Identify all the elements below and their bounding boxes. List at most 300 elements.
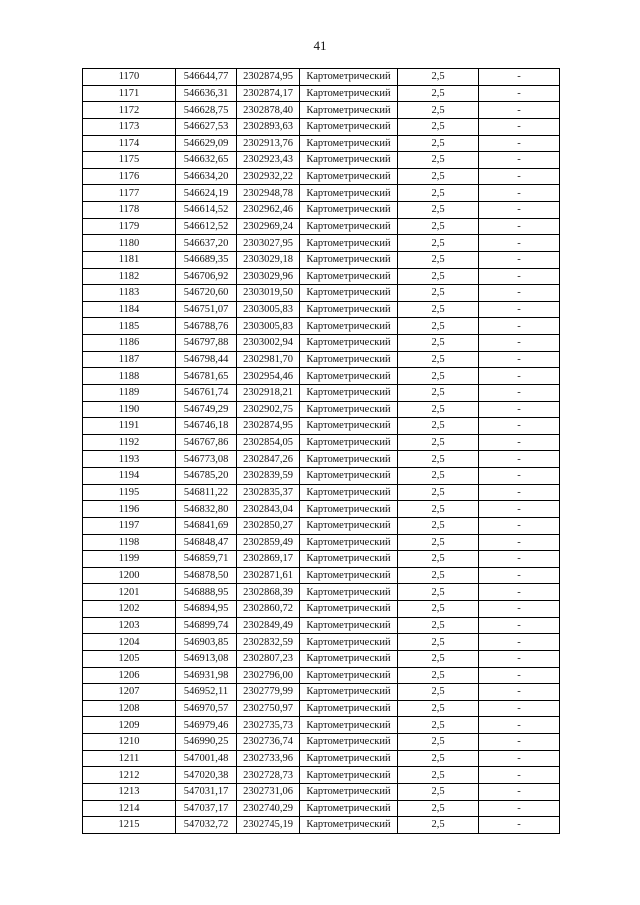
y-coordinate-cell: 2302860,72 [237, 601, 300, 618]
x-coordinate-cell: 546903,85 [176, 634, 237, 651]
note-cell: - [479, 268, 560, 285]
table-row [83, 118, 560, 135]
note-cell: - [479, 251, 560, 268]
note-cell: - [479, 684, 560, 701]
x-coordinate-cell: 547031,17 [176, 783, 237, 800]
note-cell: - [479, 335, 560, 352]
accuracy-cell: 2,5 [398, 667, 479, 684]
point-number-cell: 1170 [83, 69, 176, 86]
table-row [83, 351, 560, 368]
point-number-cell: 1194 [83, 468, 176, 485]
x-coordinate-cell: 546720,60 [176, 285, 237, 302]
y-coordinate-cell: 2302740,29 [237, 800, 300, 817]
method-cell: Картометрический [300, 301, 398, 318]
accuracy-cell: 2,5 [398, 235, 479, 252]
table-row [83, 667, 560, 684]
y-coordinate-cell: 2302849,49 [237, 617, 300, 634]
x-coordinate-cell: 547001,48 [176, 750, 237, 767]
method-cell: Картометрический [300, 85, 398, 102]
x-coordinate-cell: 546749,29 [176, 401, 237, 418]
note-cell: - [479, 235, 560, 252]
point-number-cell: 1179 [83, 218, 176, 235]
y-coordinate-cell: 2302869,17 [237, 551, 300, 568]
note-cell: - [479, 484, 560, 501]
x-coordinate-cell: 546811,22 [176, 484, 237, 501]
point-number-cell: 1176 [83, 168, 176, 185]
note-cell: - [479, 601, 560, 618]
table-row [83, 567, 560, 584]
note-cell: - [479, 517, 560, 534]
method-cell: Картометрический [300, 551, 398, 568]
table-row [83, 684, 560, 701]
note-cell: - [479, 384, 560, 401]
y-coordinate-cell: 2302843,04 [237, 501, 300, 518]
y-coordinate-cell: 2302874,17 [237, 85, 300, 102]
table-row [83, 717, 560, 734]
y-coordinate-cell: 2302878,40 [237, 102, 300, 119]
method-cell: Картометрический [300, 700, 398, 717]
method-cell: Картометрический [300, 800, 398, 817]
table-row [83, 783, 560, 800]
method-cell: Картометрический [300, 783, 398, 800]
note-cell: - [479, 734, 560, 751]
method-cell: Картометрический [300, 667, 398, 684]
y-coordinate-cell: 2303029,18 [237, 251, 300, 268]
method-cell: Картометрический [300, 418, 398, 435]
x-coordinate-cell: 546632,65 [176, 152, 237, 169]
method-cell: Картометрический [300, 750, 398, 767]
accuracy-cell: 2,5 [398, 584, 479, 601]
note-cell: - [479, 318, 560, 335]
method-cell: Картометрический [300, 118, 398, 135]
note-cell: - [479, 750, 560, 767]
y-coordinate-cell: 2302981,70 [237, 351, 300, 368]
x-coordinate-cell: 546798,44 [176, 351, 237, 368]
method-cell: Картометрический [300, 368, 398, 385]
note-cell: - [479, 800, 560, 817]
method-cell: Картометрический [300, 434, 398, 451]
note-cell: - [479, 534, 560, 551]
method-cell: Картометрический [300, 451, 398, 468]
note-cell: - [479, 700, 560, 717]
method-cell: Картометрический [300, 501, 398, 518]
accuracy-cell: 2,5 [398, 534, 479, 551]
x-coordinate-cell: 546899,74 [176, 617, 237, 634]
x-coordinate-cell: 546788,76 [176, 318, 237, 335]
note-cell: - [479, 285, 560, 302]
point-number-cell: 1205 [83, 650, 176, 667]
table-row [83, 418, 560, 435]
x-coordinate-cell: 546797,88 [176, 335, 237, 352]
x-coordinate-cell: 546637,20 [176, 235, 237, 252]
table-row [83, 301, 560, 318]
table-row [83, 152, 560, 169]
note-cell: - [479, 202, 560, 219]
x-coordinate-cell: 546781,65 [176, 368, 237, 385]
table-row [83, 318, 560, 335]
y-coordinate-cell: 2302954,46 [237, 368, 300, 385]
method-cell: Картометрический [300, 152, 398, 169]
note-cell: - [479, 634, 560, 651]
point-number-cell: 1190 [83, 401, 176, 418]
y-coordinate-cell: 2303005,83 [237, 318, 300, 335]
point-number-cell: 1215 [83, 817, 176, 834]
method-cell: Картометрический [300, 285, 398, 302]
x-coordinate-cell: 546761,74 [176, 384, 237, 401]
point-number-cell: 1173 [83, 118, 176, 135]
accuracy-cell: 2,5 [398, 684, 479, 701]
method-cell: Картометрический [300, 335, 398, 352]
y-coordinate-cell: 2303027,95 [237, 235, 300, 252]
note-cell: - [479, 85, 560, 102]
point-number-cell: 1172 [83, 102, 176, 119]
y-coordinate-cell: 2302839,59 [237, 468, 300, 485]
table-row [83, 285, 560, 302]
y-coordinate-cell: 2302871,61 [237, 567, 300, 584]
table-row [83, 384, 560, 401]
y-coordinate-cell: 2303029,96 [237, 268, 300, 285]
x-coordinate-cell: 546970,57 [176, 700, 237, 717]
x-coordinate-cell: 547032,72 [176, 817, 237, 834]
y-coordinate-cell: 2302733,96 [237, 750, 300, 767]
y-coordinate-cell: 2302807,23 [237, 650, 300, 667]
x-coordinate-cell: 547020,38 [176, 767, 237, 784]
accuracy-cell: 2,5 [398, 301, 479, 318]
point-number-cell: 1204 [83, 634, 176, 651]
x-coordinate-cell: 546706,92 [176, 268, 237, 285]
point-number-cell: 1197 [83, 517, 176, 534]
y-coordinate-cell: 2302854,05 [237, 434, 300, 451]
table-row [83, 135, 560, 152]
y-coordinate-cell: 2302902,75 [237, 401, 300, 418]
note-cell: - [479, 667, 560, 684]
table-row [83, 218, 560, 235]
accuracy-cell: 2,5 [398, 102, 479, 119]
y-coordinate-cell: 2302750,97 [237, 700, 300, 717]
table-row [83, 185, 560, 202]
table-row [83, 251, 560, 268]
method-cell: Картометрический [300, 484, 398, 501]
note-cell: - [479, 301, 560, 318]
accuracy-cell: 2,5 [398, 335, 479, 352]
point-number-cell: 1178 [83, 202, 176, 219]
accuracy-cell: 2,5 [398, 783, 479, 800]
accuracy-cell: 2,5 [398, 418, 479, 435]
x-coordinate-cell: 546979,46 [176, 717, 237, 734]
point-number-cell: 1193 [83, 451, 176, 468]
y-coordinate-cell: 2302932,22 [237, 168, 300, 185]
note-cell: - [479, 567, 560, 584]
table-row [83, 517, 560, 534]
y-coordinate-cell: 2302731,06 [237, 783, 300, 800]
table-row [83, 817, 560, 834]
method-cell: Картометрический [300, 135, 398, 152]
y-coordinate-cell: 2302850,27 [237, 517, 300, 534]
accuracy-cell: 2,5 [398, 185, 479, 202]
method-cell: Картометрический [300, 767, 398, 784]
y-coordinate-cell: 2302735,73 [237, 717, 300, 734]
accuracy-cell: 2,5 [398, 501, 479, 518]
y-coordinate-cell: 2302874,95 [237, 69, 300, 86]
note-cell: - [479, 434, 560, 451]
note-cell: - [479, 69, 560, 86]
y-coordinate-cell: 2302835,37 [237, 484, 300, 501]
x-coordinate-cell: 546841,69 [176, 517, 237, 534]
point-number-cell: 1203 [83, 617, 176, 634]
y-coordinate-cell: 2302832,59 [237, 634, 300, 651]
note-cell: - [479, 401, 560, 418]
accuracy-cell: 2,5 [398, 468, 479, 485]
note-cell: - [479, 185, 560, 202]
table-row [83, 202, 560, 219]
x-coordinate-cell: 546628,75 [176, 102, 237, 119]
method-cell: Картометрический [300, 650, 398, 667]
point-number-cell: 1188 [83, 368, 176, 385]
point-number-cell: 1182 [83, 268, 176, 285]
y-coordinate-cell: 2302868,39 [237, 584, 300, 601]
accuracy-cell: 2,5 [398, 152, 479, 169]
method-cell: Картометрический [300, 684, 398, 701]
accuracy-cell: 2,5 [398, 617, 479, 634]
table-row [83, 168, 560, 185]
accuracy-cell: 2,5 [398, 700, 479, 717]
table-row [83, 451, 560, 468]
method-cell: Картометрический [300, 102, 398, 119]
note-cell: - [479, 102, 560, 119]
method-cell: Картометрический [300, 468, 398, 485]
method-cell: Картометрический [300, 202, 398, 219]
y-coordinate-cell: 2302745,19 [237, 817, 300, 834]
method-cell: Картометрический [300, 601, 398, 618]
y-coordinate-cell: 2302874,95 [237, 418, 300, 435]
point-number-cell: 1196 [83, 501, 176, 518]
y-coordinate-cell: 2302859,49 [237, 534, 300, 551]
accuracy-cell: 2,5 [398, 251, 479, 268]
note-cell: - [479, 368, 560, 385]
point-number-cell: 1211 [83, 750, 176, 767]
y-coordinate-cell: 2302913,76 [237, 135, 300, 152]
x-coordinate-cell: 546629,09 [176, 135, 237, 152]
accuracy-cell: 2,5 [398, 601, 479, 618]
x-coordinate-cell: 546990,25 [176, 734, 237, 751]
point-number-cell: 1185 [83, 318, 176, 335]
y-coordinate-cell: 2303019,50 [237, 285, 300, 302]
method-cell: Картометрический [300, 351, 398, 368]
point-number-cell: 1186 [83, 335, 176, 352]
accuracy-cell: 2,5 [398, 368, 479, 385]
accuracy-cell: 2,5 [398, 318, 479, 335]
accuracy-cell: 2,5 [398, 69, 479, 86]
table-row [83, 800, 560, 817]
x-coordinate-cell: 546832,80 [176, 501, 237, 518]
method-cell: Картометрический [300, 584, 398, 601]
note-cell: - [479, 218, 560, 235]
x-coordinate-cell: 546627,53 [176, 118, 237, 135]
x-coordinate-cell: 546634,20 [176, 168, 237, 185]
accuracy-cell: 2,5 [398, 118, 479, 135]
point-number-cell: 1210 [83, 734, 176, 751]
table-row [83, 601, 560, 618]
table-row [83, 401, 560, 418]
accuracy-cell: 2,5 [398, 567, 479, 584]
coordinates-table-body [83, 69, 560, 834]
x-coordinate-cell: 546931,98 [176, 667, 237, 684]
note-cell: - [479, 551, 560, 568]
table-row [83, 102, 560, 119]
table-row [83, 767, 560, 784]
accuracy-cell: 2,5 [398, 135, 479, 152]
table-row [83, 617, 560, 634]
x-coordinate-cell: 546773,08 [176, 451, 237, 468]
point-number-cell: 1213 [83, 783, 176, 800]
x-coordinate-cell: 546636,31 [176, 85, 237, 102]
method-cell: Картометрический [300, 384, 398, 401]
accuracy-cell: 2,5 [398, 817, 479, 834]
point-number-cell: 1192 [83, 434, 176, 451]
x-coordinate-cell: 546746,18 [176, 418, 237, 435]
accuracy-cell: 2,5 [398, 401, 479, 418]
table-row [83, 368, 560, 385]
x-coordinate-cell: 546894,95 [176, 601, 237, 618]
x-coordinate-cell: 546913,08 [176, 650, 237, 667]
table-row [83, 434, 560, 451]
y-coordinate-cell: 2303002,94 [237, 335, 300, 352]
table-row [83, 268, 560, 285]
x-coordinate-cell: 547037,17 [176, 800, 237, 817]
y-coordinate-cell: 2302923,43 [237, 152, 300, 169]
y-coordinate-cell: 2302796,00 [237, 667, 300, 684]
point-number-cell: 1191 [83, 418, 176, 435]
y-coordinate-cell: 2302847,26 [237, 451, 300, 468]
x-coordinate-cell: 546785,20 [176, 468, 237, 485]
accuracy-cell: 2,5 [398, 517, 479, 534]
x-coordinate-cell: 546644,77 [176, 69, 237, 86]
accuracy-cell: 2,5 [398, 717, 479, 734]
note-cell: - [479, 418, 560, 435]
method-cell: Картометрический [300, 168, 398, 185]
accuracy-cell: 2,5 [398, 767, 479, 784]
method-cell: Картометрический [300, 401, 398, 418]
point-number-cell: 1214 [83, 800, 176, 817]
method-cell: Картометрический [300, 69, 398, 86]
point-number-cell: 1180 [83, 235, 176, 252]
accuracy-cell: 2,5 [398, 650, 479, 667]
point-number-cell: 1198 [83, 534, 176, 551]
y-coordinate-cell: 2302969,24 [237, 218, 300, 235]
note-cell: - [479, 168, 560, 185]
accuracy-cell: 2,5 [398, 551, 479, 568]
point-number-cell: 1189 [83, 384, 176, 401]
accuracy-cell: 2,5 [398, 218, 479, 235]
x-coordinate-cell: 546848,47 [176, 534, 237, 551]
point-number-cell: 1177 [83, 185, 176, 202]
x-coordinate-cell: 546614,52 [176, 202, 237, 219]
note-cell: - [479, 817, 560, 834]
method-cell: Картометрический [300, 218, 398, 235]
x-coordinate-cell: 546689,35 [176, 251, 237, 268]
y-coordinate-cell: 2302779,99 [237, 684, 300, 701]
accuracy-cell: 2,5 [398, 750, 479, 767]
accuracy-cell: 2,5 [398, 634, 479, 651]
note-cell: - [479, 617, 560, 634]
table-row [83, 69, 560, 86]
point-number-cell: 1206 [83, 667, 176, 684]
point-number-cell: 1207 [83, 684, 176, 701]
table-row [83, 484, 560, 501]
method-cell: Картометрический [300, 617, 398, 634]
accuracy-cell: 2,5 [398, 451, 479, 468]
note-cell: - [479, 501, 560, 518]
point-number-cell: 1183 [83, 285, 176, 302]
accuracy-cell: 2,5 [398, 351, 479, 368]
x-coordinate-cell: 546767,86 [176, 434, 237, 451]
y-coordinate-cell: 2302893,63 [237, 118, 300, 135]
method-cell: Картометрический [300, 185, 398, 202]
note-cell: - [479, 118, 560, 135]
y-coordinate-cell: 2302736,74 [237, 734, 300, 751]
point-number-cell: 1201 [83, 584, 176, 601]
method-cell: Картометрический [300, 268, 398, 285]
y-coordinate-cell: 2302962,46 [237, 202, 300, 219]
table-row [83, 534, 560, 551]
note-cell: - [479, 468, 560, 485]
accuracy-cell: 2,5 [398, 734, 479, 751]
point-number-cell: 1195 [83, 484, 176, 501]
coordinates-table [82, 68, 560, 834]
method-cell: Картометрический [300, 517, 398, 534]
x-coordinate-cell: 546878,50 [176, 567, 237, 584]
point-number-cell: 1208 [83, 700, 176, 717]
accuracy-cell: 2,5 [398, 268, 479, 285]
x-coordinate-cell: 546751,07 [176, 301, 237, 318]
y-coordinate-cell: 2303005,83 [237, 301, 300, 318]
table-row [83, 501, 560, 518]
point-number-cell: 1202 [83, 601, 176, 618]
x-coordinate-cell: 546624,19 [176, 185, 237, 202]
table-row [83, 468, 560, 485]
accuracy-cell: 2,5 [398, 168, 479, 185]
note-cell: - [479, 783, 560, 800]
accuracy-cell: 2,5 [398, 800, 479, 817]
method-cell: Картометрический [300, 734, 398, 751]
x-coordinate-cell: 546612,52 [176, 218, 237, 235]
table-row [83, 650, 560, 667]
note-cell: - [479, 135, 560, 152]
method-cell: Картометрический [300, 634, 398, 651]
method-cell: Картометрический [300, 567, 398, 584]
accuracy-cell: 2,5 [398, 85, 479, 102]
note-cell: - [479, 767, 560, 784]
table-row [83, 551, 560, 568]
note-cell: - [479, 650, 560, 667]
point-number-cell: 1181 [83, 251, 176, 268]
method-cell: Картометрический [300, 235, 398, 252]
table-row [83, 734, 560, 751]
method-cell: Картометрический [300, 717, 398, 734]
method-cell: Картометрический [300, 318, 398, 335]
table-row [83, 85, 560, 102]
table-row [83, 335, 560, 352]
accuracy-cell: 2,5 [398, 202, 479, 219]
accuracy-cell: 2,5 [398, 285, 479, 302]
y-coordinate-cell: 2302728,73 [237, 767, 300, 784]
page-number: 41 [313, 38, 327, 53]
point-number-cell: 1212 [83, 767, 176, 784]
table-row [83, 634, 560, 651]
x-coordinate-cell: 546952,11 [176, 684, 237, 701]
y-coordinate-cell: 2302948,78 [237, 185, 300, 202]
point-number-cell: 1200 [83, 567, 176, 584]
